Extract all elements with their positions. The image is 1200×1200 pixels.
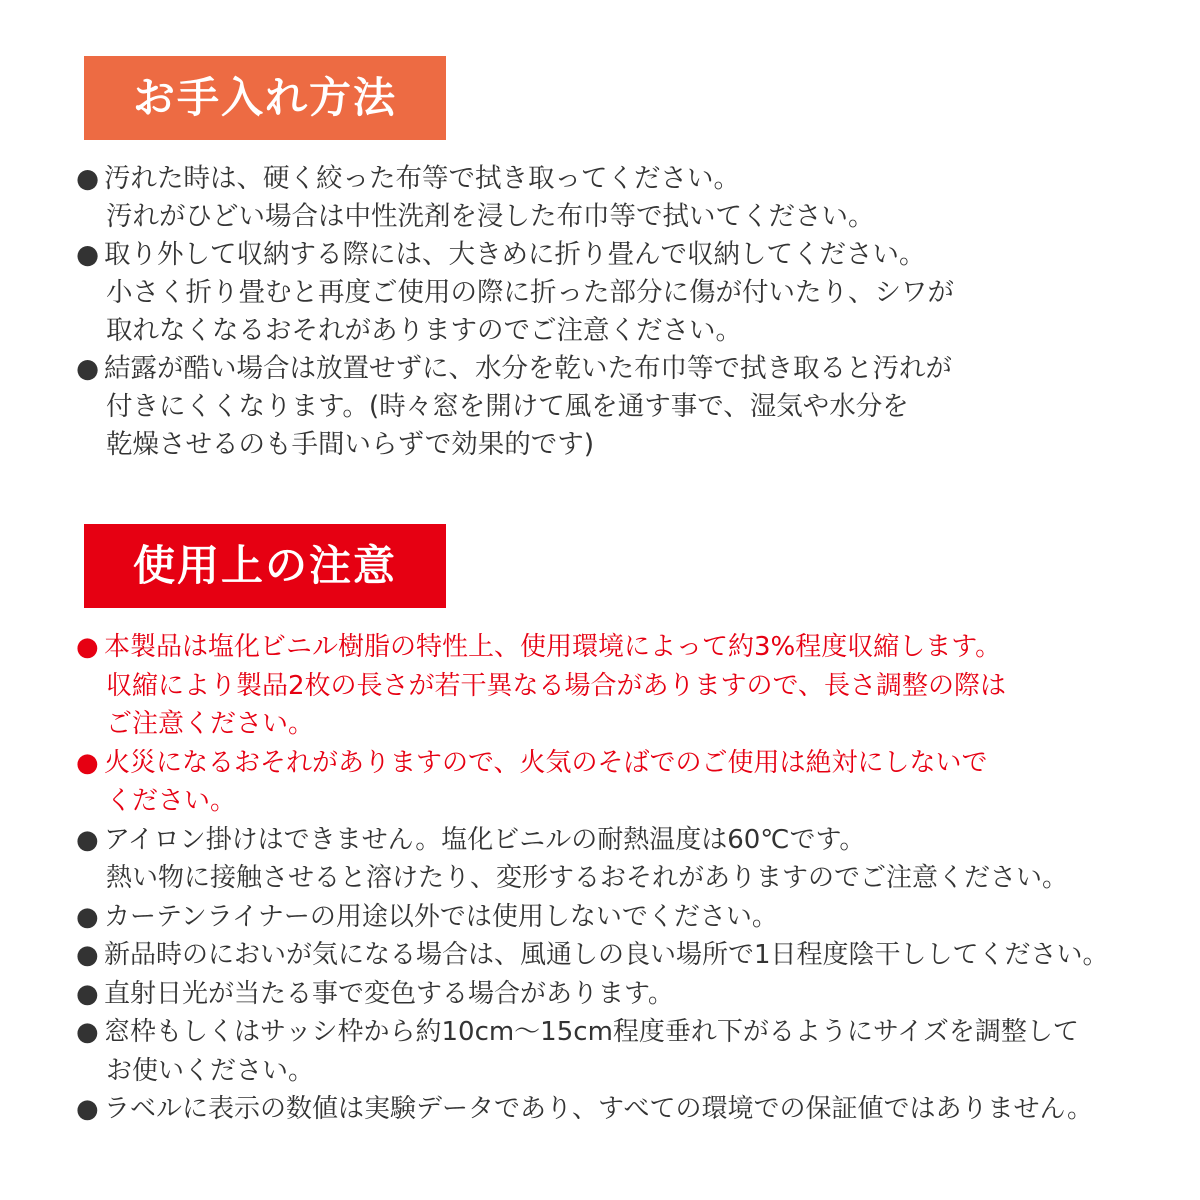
item-text-line: 取り外して収納する際には、大きめに折り畳んで収納してください。: [104, 239, 926, 270]
bullet-icon: ●: [76, 632, 99, 662]
list-item: [76, 975, 1186, 1014]
bullet-icon: ●: [76, 1017, 99, 1047]
list-item: [76, 160, 1186, 236]
bullet-icon: ●: [76, 901, 99, 932]
item-text-line: アイロン掛けはできません。塩化ビニルの耐熱温度は60℃です。: [104, 824, 866, 855]
list-item: [76, 236, 1186, 350]
caution-list: [76, 628, 1186, 1129]
item-text-line: ください。: [106, 786, 237, 816]
item-text-line: 火災になるおそれがありますので、火気のそばでのご使用は絶対にしないで: [104, 747, 988, 778]
item-text-line: カーテンライナーの用途以外では使用しないでください。: [104, 901, 778, 932]
item-text-line: 汚れた時は、硬く絞った布等で拭き取ってください。: [104, 163, 740, 194]
list-item: [76, 350, 1186, 464]
item-text-line: 汚れがひどい場合は中性洗剤を浸した布巾等で拭いてください。: [106, 201, 875, 232]
list-item: [76, 936, 1186, 975]
item-text-line: ご注意ください。: [106, 709, 315, 739]
item-text-line: 付きにくくなります。(時々窓を開けて風を通す事で、湿気や水分を: [106, 391, 909, 422]
item-text-line: 小さく折り畳むと再度ご使用の際に折った部分に傷が付いたり、シワが: [106, 277, 954, 308]
item-text-line: お使いください。: [106, 1055, 315, 1086]
list-item: [76, 821, 1186, 898]
caution-heading: 使用上の注意: [84, 524, 446, 608]
list-item: [76, 1013, 1186, 1090]
item-text-line: 新品時のにおいが気になる場合は、風通しの良い場所で1日程度陰干ししてください。: [104, 940, 1109, 970]
item-text-line: 本製品は塩化ビニル樹脂の特性上、使用環境によって約3%程度収縮します。: [104, 632, 1002, 662]
care-list: [76, 160, 1186, 464]
bullet-icon: ●: [76, 163, 100, 194]
list-item: [76, 628, 1186, 744]
item-text-line: 直射日光が当たる事で変色する場合があります。: [104, 978, 674, 1009]
bullet-icon: ●: [76, 1094, 99, 1124]
item-text-line: 取れなくなるおそれがありますのでご注意ください。: [106, 315, 742, 346]
bullet-icon: ●: [76, 353, 100, 384]
list-item: [76, 744, 1186, 821]
item-text-line: ラベルに表示の数値は実験データであり、すべての環境での保証値ではありません。: [104, 1094, 1094, 1124]
bullet-icon: ●: [76, 824, 99, 855]
item-text-line: 熱い物に接触させると溶けたり、変形するおそれがありますのでご注意ください。: [106, 863, 1069, 893]
list-item: [76, 898, 1186, 937]
bullet-icon: ●: [76, 239, 100, 270]
bullet-icon: ●: [76, 940, 99, 970]
item-text-line: 窓枠もしくはサッシ枠から約10cm〜15cm程度垂れ下がるようにサイズを調整して: [104, 1017, 1079, 1047]
care-heading: お手入れ方法: [84, 56, 446, 140]
list-item: [76, 1090, 1186, 1129]
bullet-icon: ●: [76, 978, 99, 1009]
item-text-line: 乾燥させるのも手間いらずで効果的です): [106, 429, 595, 460]
item-text-line: 結露が酷い場合は放置せずに、水分を乾いた布巾等で拭き取ると汚れが: [104, 353, 952, 384]
item-text-line: 収縮により製品2枚の長さが若干異なる場合がありますので、長さ調整の際は: [106, 670, 1007, 701]
bullet-icon: ●: [76, 747, 99, 778]
